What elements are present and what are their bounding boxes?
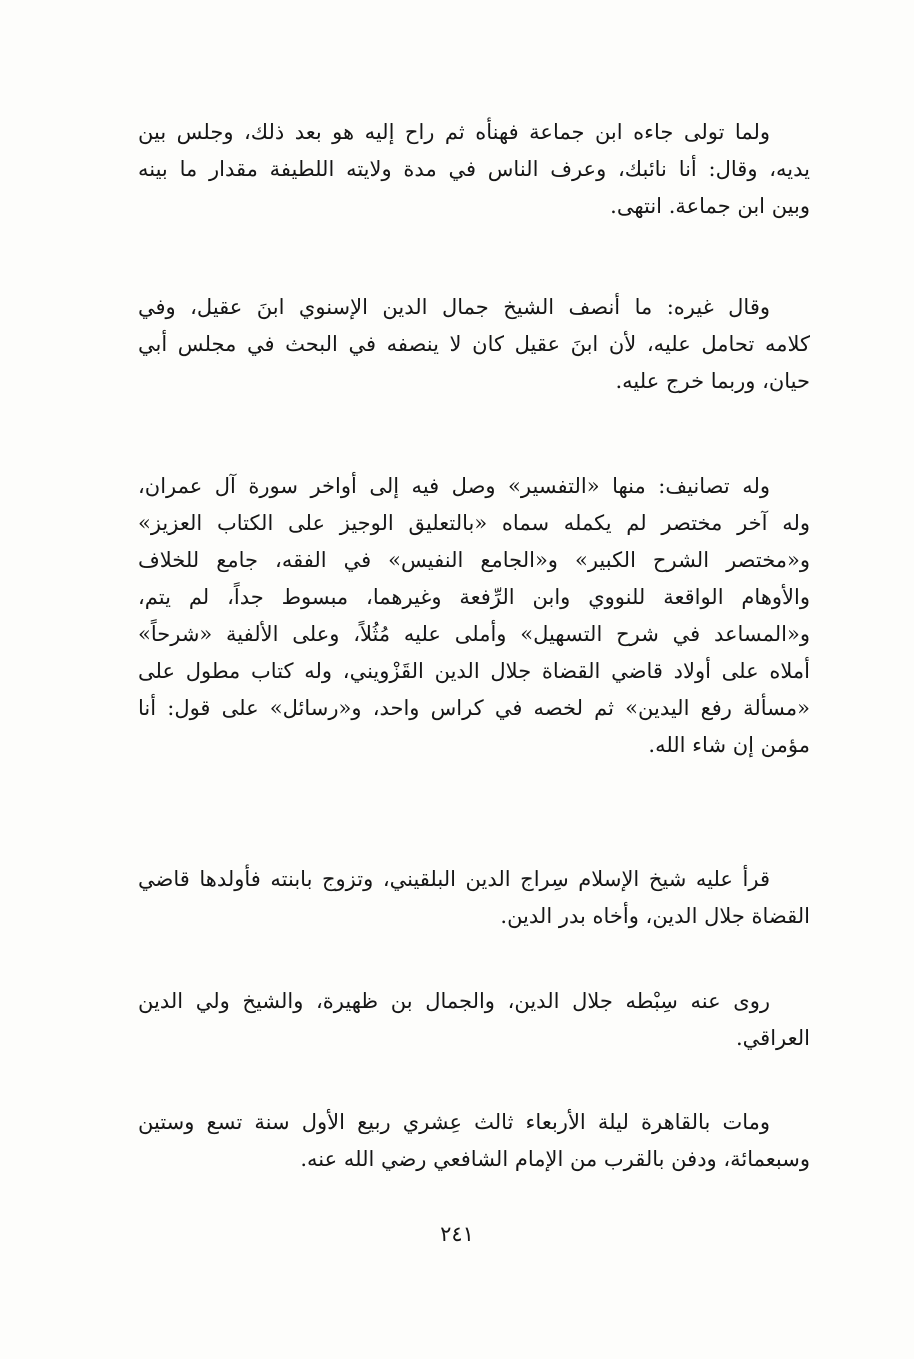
paragraph-isnawi xyxy=(138,289,810,400)
text-line: وله آخر مختصر لم يكمله سماه «بالتعليق الوجيز على الكتاب العزيز» xyxy=(138,511,810,535)
text-line: مؤمن إن شاء الله. xyxy=(648,733,810,757)
text-line: قرأ عليه شيخ الإسلام سِراج الدين البلقيني، وتزوج بابنته فأولدها قاضي xyxy=(138,867,770,891)
paragraph-ibn-jamaa xyxy=(138,114,810,225)
text-line: و«مختصر الشرح الكبير» و«الجامع النفيس» في الفقه، جامع للخلاف xyxy=(138,548,810,572)
paragraph-narrators xyxy=(138,983,810,1057)
text-line: ومات بالقاهرة ليلة الأربعاء ثالث عِشري ربيع الأول سنة تسع وستين xyxy=(138,1110,770,1134)
paragraph-death xyxy=(138,1104,810,1178)
paragraph-works xyxy=(138,468,810,764)
text-line: القضاة جلال الدين، وأخاه بدر الدين. xyxy=(500,904,810,928)
text-line: ولما تولى جاءه ابن جماعة فهنأه ثم راح إليه هو بعد ذلك، وجلس بين xyxy=(138,120,770,144)
text-line: حيان، وربما خرج عليه. xyxy=(615,369,810,393)
text-line: وله تصانيف: منها «التفسير» وصل فيه إلى أواخر سورة آل عمران، xyxy=(138,474,770,498)
text-line: «مسألة رفع اليدين» ثم لخصه في كراس واحد، و«رسائل» على قول: أنا xyxy=(138,696,810,720)
text-line: وبين ابن جماعة. انتهى. xyxy=(610,194,810,218)
paragraph-students xyxy=(138,861,810,935)
page-number: ٢٤١ xyxy=(440,1222,474,1246)
text-line: العراقي. xyxy=(735,1026,810,1050)
text-line: وسبعمائة، ودفن بالقرب من الإمام الشافعي رضي الله عنه. xyxy=(300,1147,810,1171)
text-line: يديه، وقال: أنا نائبك، وعرف الناس في مدة ولايته اللطيفة مقدار ما بينه xyxy=(138,157,810,181)
text-line: والأوهام الواقعة للنووي وابن الرِّفعة وغيرهما، مبسوط جداً، لم يتم، xyxy=(138,585,810,609)
text-line: روى عنه سِبْطه جلال الدين، والجمال بن ظهيرة، والشيخ ولي الدين xyxy=(138,989,770,1013)
text-line: أملاه على أولاد قاضي القضاة جلال الدين القَزْويني، وله كتاب مطول على xyxy=(138,659,810,683)
text-line: كلامه تحامل عليه، لأن ابنَ عقيل كان لا ينصفه في البحث في مجلس أبي xyxy=(138,332,810,356)
text-line: و«المساعد في شرح التسهيل» وأملى عليه مُثُلاً، وعلى الألفية «شرحاً» xyxy=(138,622,810,646)
text-line: وقال غيره: ما أنصف الشيخ جمال الدين الإسنوي ابنَ عقيل، وفي xyxy=(138,295,770,319)
